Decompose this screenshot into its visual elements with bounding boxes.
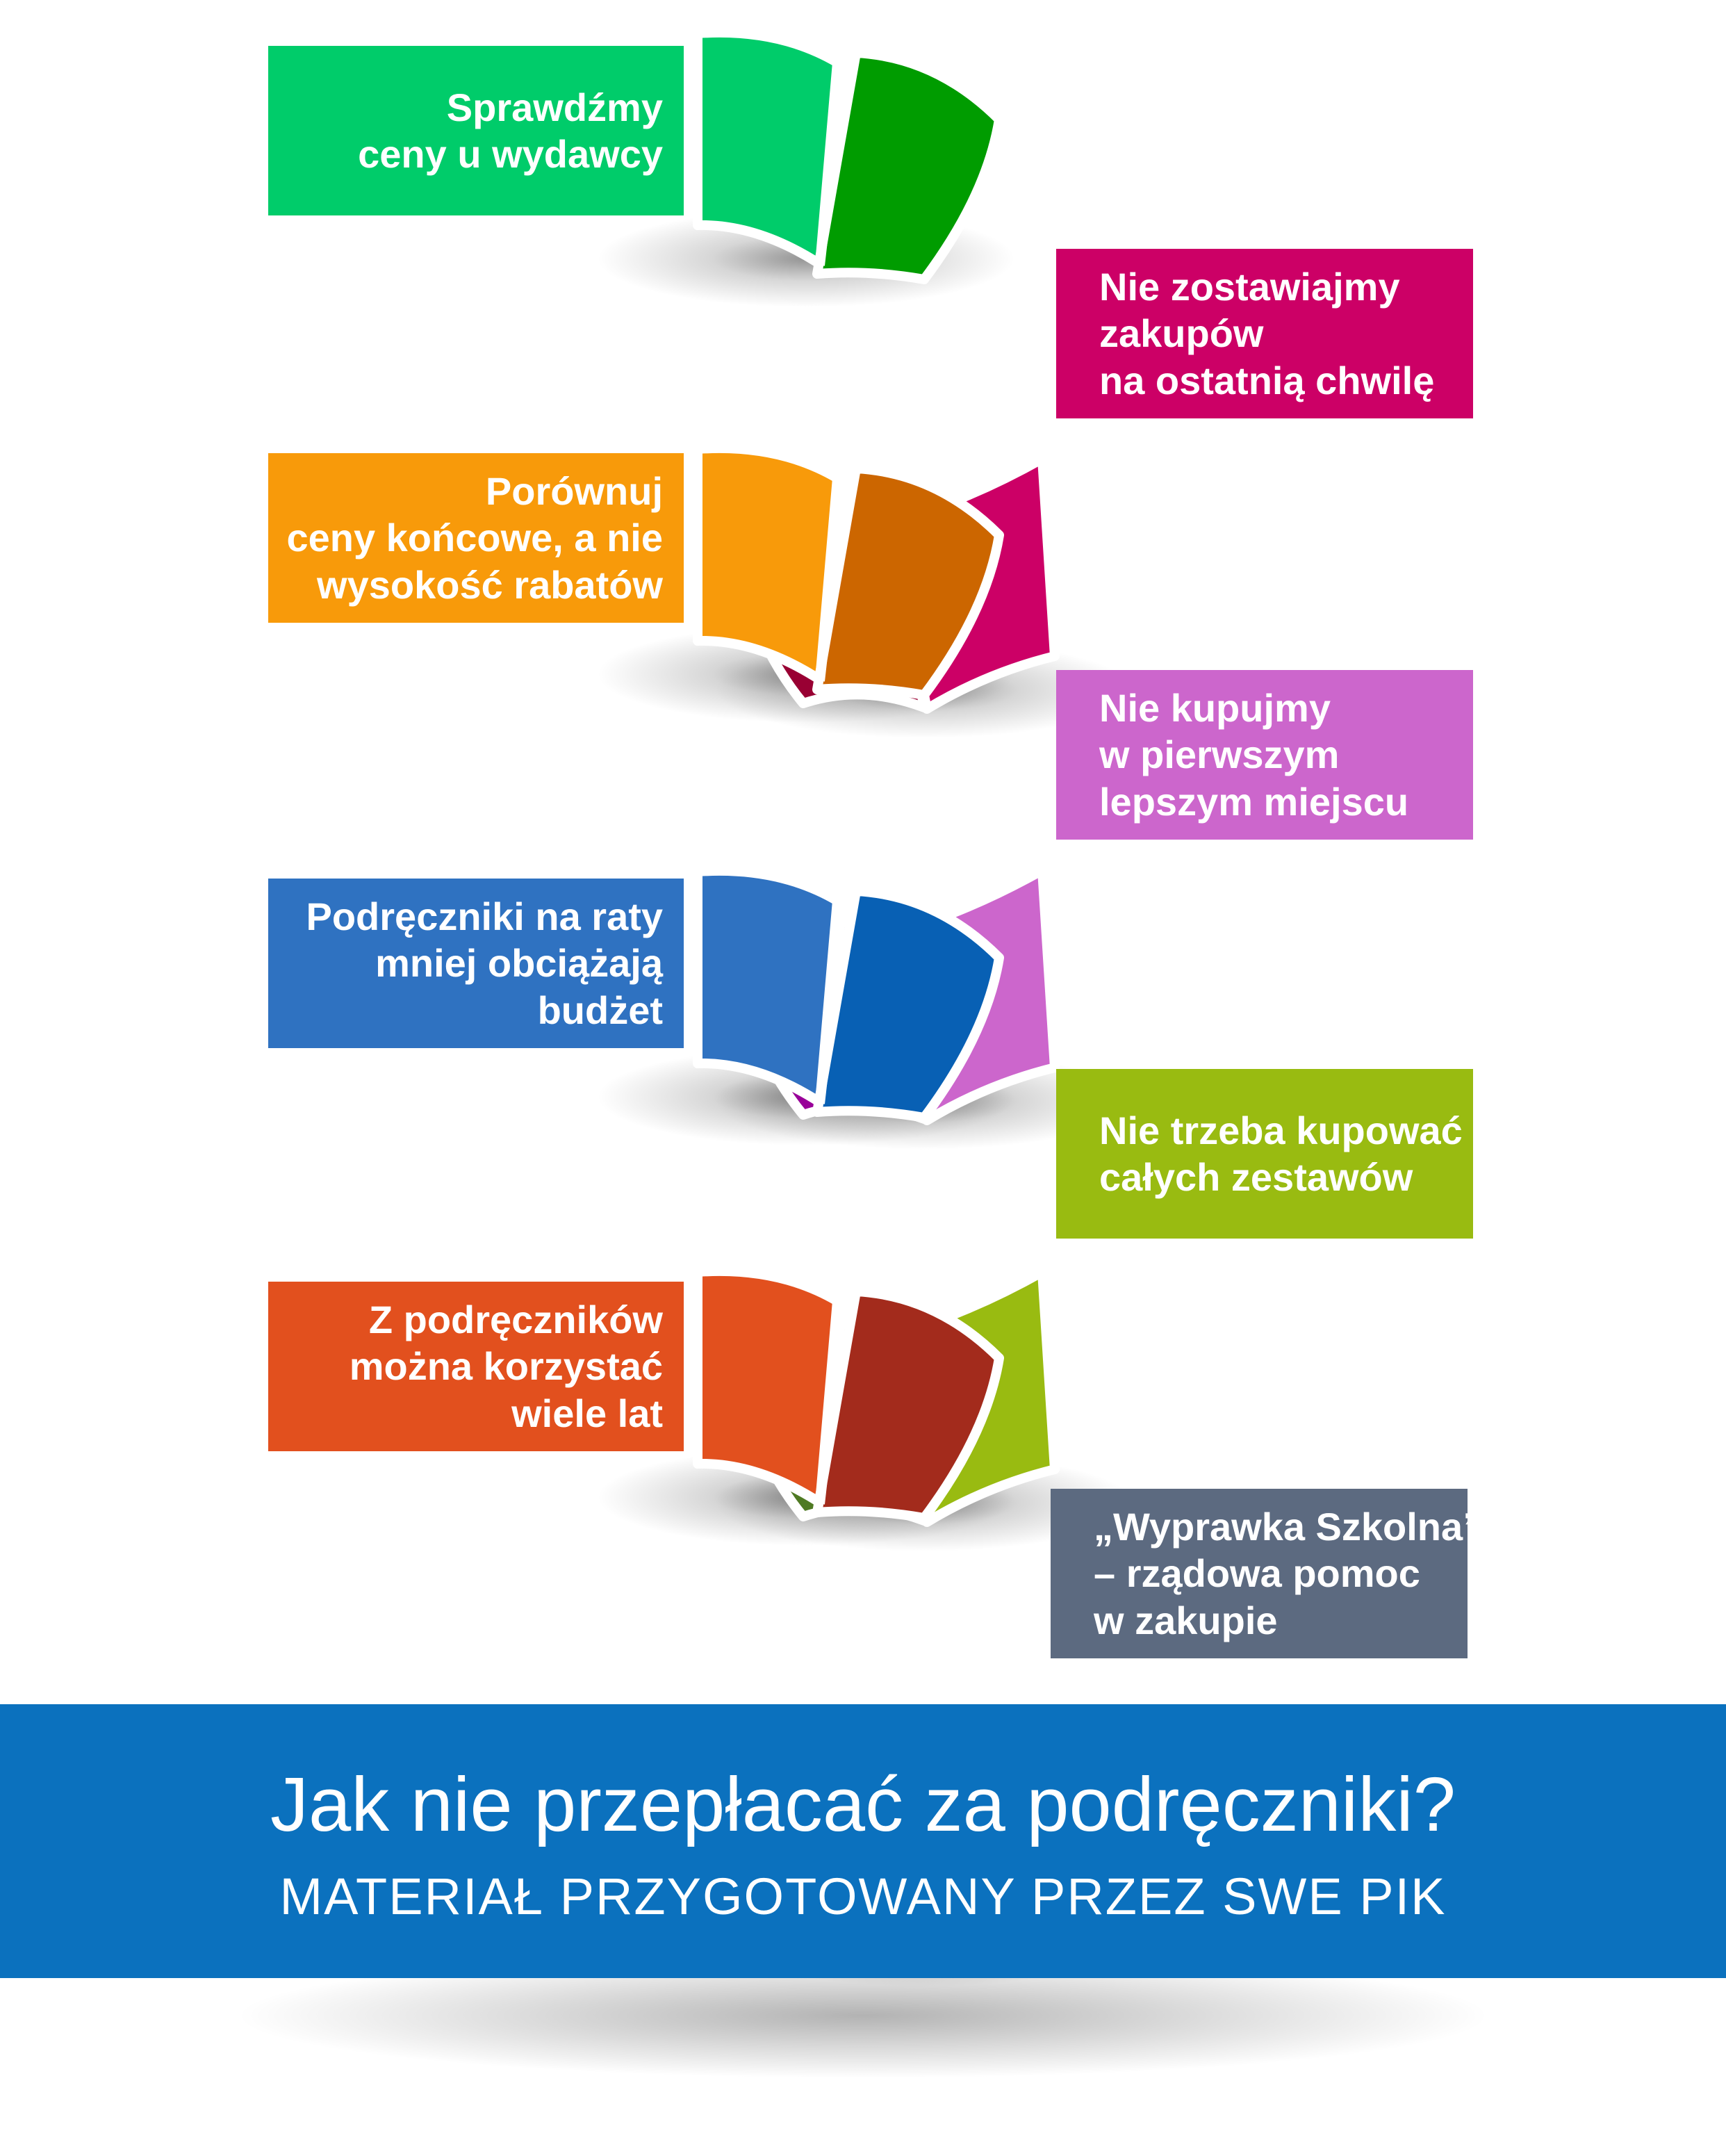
tip-text-line: wysokość rabatów [317,562,663,607]
tip-box-8 [1051,1489,1483,1658]
books-layer [698,33,1055,1957]
banner-title: Jak nie przepłacać za podręczniki? [270,1762,1456,1847]
tip-text-line: Nie trzeba kupować [1099,1108,1463,1152]
tip-text-line: Nie kupujmy [1099,686,1331,730]
tip-text-line: w pierwszym [1099,733,1340,777]
tip-text-line: całych zestawów [1099,1155,1413,1199]
tip-text-line: na ostatnią chwilę [1099,358,1435,402]
book-left-page [698,871,837,1102]
tip-text-line: Porównuj [485,469,663,514]
tip-box-5 [268,879,684,1048]
title-banner [0,1704,1726,1978]
tip-text-line: zakupów [1099,311,1264,356]
tip-text-line: można korzystać [349,1344,663,1389]
tip-box-7 [268,1282,684,1451]
tip-text-line: „Wyprawka Szkolna” [1094,1505,1483,1549]
tip-text-line: w zakupie [1094,1598,1278,1642]
tip-box-3 [268,453,684,623]
banner-subtitle: MATERIAŁ PRZYGOTOWANY PRZEZ SWE PIK [279,1868,1447,1925]
tip-box-2 [1056,249,1473,418]
tip-text-line: wiele lat [511,1391,663,1435]
tip-text-line: Nie zostawiajmy [1099,265,1400,309]
tip-text-line: budżet [537,988,663,1032]
tip-text-line: Sprawdźmy [446,85,663,129]
book-left-page [698,33,837,264]
tip-text-line: mniej obciążają [375,941,663,986]
book-left-page [698,448,837,680]
tip-text-line: – rządowa pomoc [1094,1551,1420,1596]
tip-text-line: lepszym miejscu [1099,779,1409,824]
tip-text-line: Podręczniki na raty [306,895,663,939]
tip-box-4 [1056,670,1473,840]
tip-box-6 [1056,1069,1473,1239]
tip-text-line: Z podręczników [368,1298,663,1342]
tip-text-line: ceny końcowe, a nie [286,516,663,560]
tip-box-1 [268,46,684,215]
book-left-page [698,1271,837,1503]
tip-text-line: ceny u wydawcy [358,132,663,176]
